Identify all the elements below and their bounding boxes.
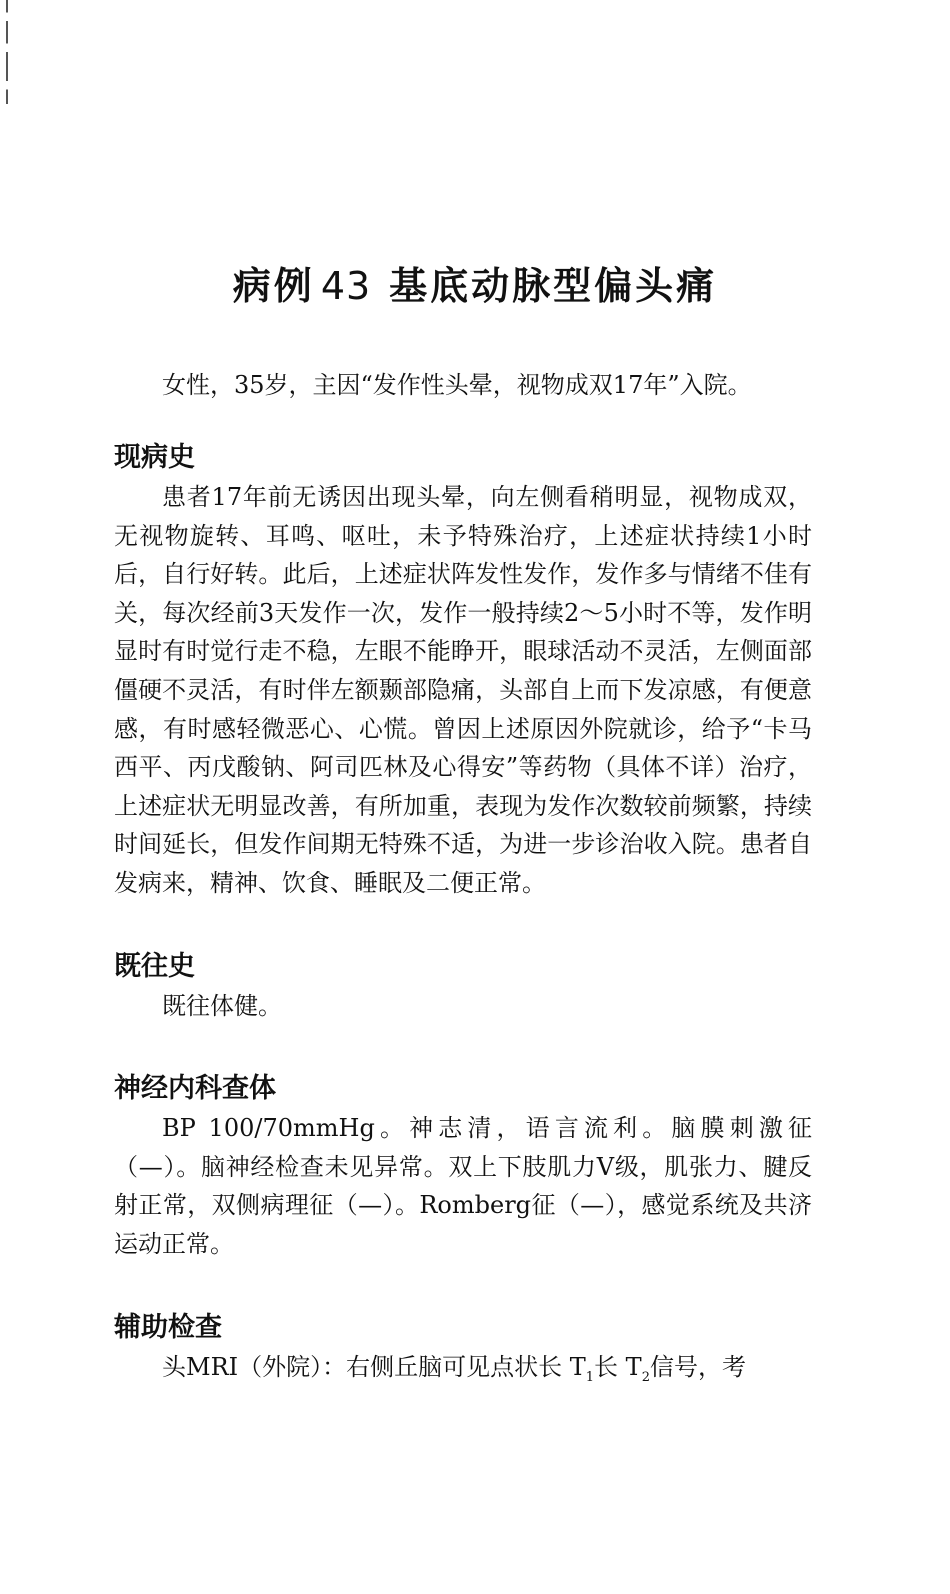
chief-complaint: 女性，35岁，主因“发作性头晕，视物成双17年”入院。	[162, 371, 752, 399]
aux-exam-text-part-1: 头MRI（外院）：右侧丘脑可见点状长 T	[162, 1352, 586, 1381]
case-content	[114, 360, 812, 1386]
past-history-text: 既往体健。	[162, 991, 282, 1020]
aux-exam-text-part-3: 信号，考	[649, 1352, 746, 1381]
t1-subscript: 1	[585, 1369, 595, 1385]
t2-subscript: 2	[641, 1369, 650, 1385]
case-label: 病例	[232, 264, 315, 308]
case-number: 43	[320, 264, 372, 308]
disease-name: 基底动脉型偏头痛	[389, 264, 718, 308]
past-history-heading: 既往史	[114, 950, 195, 982]
aux-exam-text-part-2: 长 T	[594, 1352, 642, 1381]
neuro-exam-heading: 神经内科查体	[114, 1073, 276, 1105]
neuro-exam-text: BP 100/70mmHg。神志清，语言流利。脑膜刺激征（—）。脑神经检查未见异常。双上下肢肌力Ⅴ级，肌张力、腱反射正常，双侧病理征（—）。Romberg征（—），感觉系统及共济运动正常。	[114, 1114, 812, 1258]
page-edge-mark	[6, 0, 8, 104]
aux-exam-text	[114, 1348, 812, 1387]
present-illness-text: 患者17年前无诱因出现头晕，向左侧看稍明显，视物成双，无视物旋转、耳鸣、呕吐，未予特殊治疗，上述症状持续1小时后，自行好转。此后，上述症状阵发性发作，发作多与情绪不佳有关，每次经前3天发作一次，发作一般持续2～5小时不等，发作明显时有时觉行走不稳，左眼不能睁开，眼球活动不灵活，左侧面部僵硬不灵活，有时伴左额颞部隐痛，头部自上而下发凉感，有便意感，有时感轻微恶心、心慌。曾因上述原因外院就诊，给予“卡马西平、丙戊酸钠、阿司匹林及心得安”等药物（具体不详）治疗，上述症状无明显改善，有所加重，表现为发作次数较前频繁，持续时间延长，但发作间期无特殊不适，为进一步诊治收入院。患者自发病来，精神、饮食、睡眠及二便正常。	[114, 483, 812, 897]
present-illness-heading: 现病史	[114, 442, 195, 473]
aux-exam-heading: 辅助检查	[114, 1311, 222, 1343]
page-title	[0, 258, 950, 314]
